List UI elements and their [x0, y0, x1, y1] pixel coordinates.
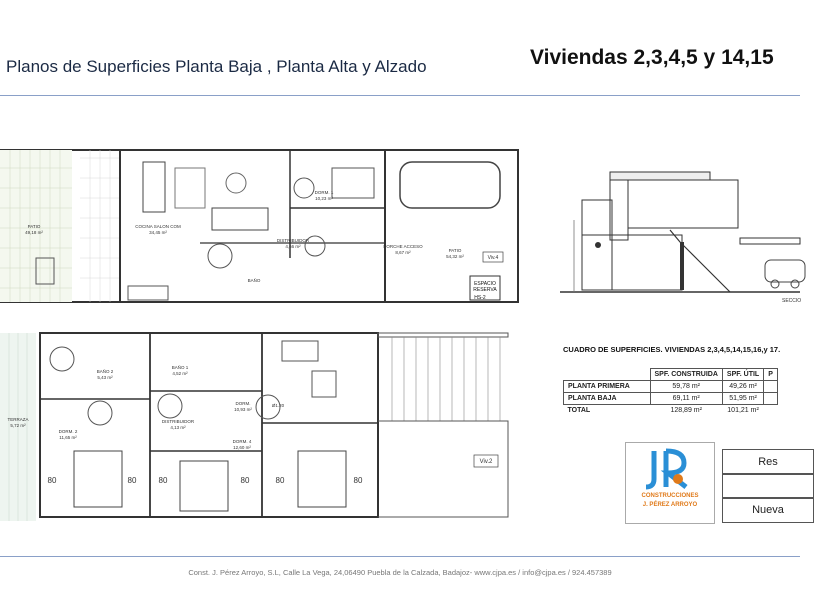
label-bano1: BAÑO 1	[171, 365, 189, 370]
row-p	[764, 381, 778, 393]
surfaces-table	[563, 368, 778, 416]
label-patio2-area: 54,32 m²	[446, 254, 464, 259]
label-viv2: Viv.2	[479, 459, 493, 465]
label-distribuidor-area: 4,66 m²	[285, 244, 301, 249]
table-total-row	[564, 405, 778, 417]
row-label: PLANTA BAJA	[564, 393, 651, 405]
label-bano1-area: 4,52 m²	[172, 371, 188, 376]
bed-label-2: 80	[127, 476, 137, 485]
bed-label-1: 80	[47, 476, 57, 485]
label-distribuidor: DISTRIBUIDOR	[276, 238, 310, 243]
label-dorm2-area: 11,65 m²	[59, 435, 77, 440]
header-util: SPF. ÚTIL	[722, 369, 763, 381]
row-util: 49,26 m²	[722, 381, 763, 393]
label-patio: PATIO	[27, 224, 41, 229]
label-dorm4-area: 12,60 m²	[233, 445, 251, 450]
label-hs: HS-2	[474, 295, 486, 301]
label-bano2-area: 5,43 m²	[97, 375, 113, 380]
label-reserva: RESERVA	[473, 287, 497, 293]
housing-title: Viviendas 2,3,4,5 y 14,15	[530, 46, 774, 69]
label-porche: PORCHE ACCESO	[383, 244, 423, 249]
total-label: TOTAL	[567, 407, 591, 414]
logo-line-1: CONSTRUCCIONES	[641, 493, 699, 499]
table-header-row	[564, 369, 778, 381]
label-terraza-area: 5,72 m²	[10, 423, 26, 428]
total-p	[764, 405, 778, 417]
label-cocina: COCINA SALON COM	[135, 224, 181, 229]
row-p	[764, 393, 778, 405]
company-logo	[625, 442, 715, 524]
right-box-3: Nueva	[722, 497, 814, 523]
label-porche-area: 8,67 m²	[395, 250, 411, 255]
bed-label-5: 80	[275, 476, 285, 485]
top-divider	[0, 95, 800, 96]
label-patio2: PATIO	[448, 248, 462, 253]
label-patio-area: 49,18 m²	[25, 230, 43, 235]
label-dorm3-area: 10,93 m²	[234, 407, 252, 412]
row-util: 51,95 m²	[722, 393, 763, 405]
bed-label-6: 80	[353, 476, 363, 485]
bed-label-3: 80	[158, 476, 168, 485]
label-dorm1: DORM. 1	[314, 190, 334, 195]
logo-mark-icon	[626, 443, 714, 493]
label-dorm4: DORM. 4	[232, 439, 252, 444]
ground-floor-plan	[0, 148, 525, 308]
header-p: P	[764, 369, 778, 381]
right-box-1: Res	[722, 449, 814, 475]
label-viv4: Viv.4	[487, 255, 499, 261]
label-dorm3: DORM.	[235, 401, 251, 406]
footer-contact: Const. J. Pérez Arroyo, S.L, Calle La Vega, 24,06490 Puebla de la Calzada, Badajoz- www.cjpa.es / info@cjpa.es / 924.457389	[188, 568, 612, 577]
row-construida: 59,78 m²	[650, 381, 722, 393]
logo-line-2: J. PÉREZ ARROYO	[642, 502, 698, 508]
page-title: Planos de Superficies Planta Baja , Planta Alta y Alzado	[6, 57, 427, 76]
label-dorm1-area: 10,23 m²	[315, 196, 333, 201]
label-bano2: BAÑO 2	[96, 369, 114, 374]
header-empty-cell	[564, 369, 651, 381]
label-espacio: ESPACIO	[474, 281, 496, 287]
row-construida: 69,11 m²	[650, 393, 722, 405]
label-distrib2: DISTRIBUIDOR	[161, 419, 195, 424]
row-label: PLANTA PRIMERA	[564, 381, 651, 393]
total-util: 101,21 m²	[727, 407, 759, 414]
label-seccion: SECCIO	[782, 298, 802, 304]
label-distrib2-area: 4,13 m²	[170, 425, 186, 430]
logo-text	[628, 492, 712, 510]
table-row	[564, 381, 778, 393]
table-title: CUADRO DE SUPERFICIES. VIVIENDAS 2,3,4,5,14,15,16,y 17.	[563, 345, 781, 354]
label-cocina-area: 34,45 m²	[149, 230, 167, 235]
label-dorm2: DORM. 2	[58, 429, 78, 434]
label-o120: Ø1.20	[271, 403, 285, 408]
table-row	[564, 393, 778, 405]
right-box-2	[722, 473, 814, 499]
header-construida: SPF. CONSTRUIDA	[650, 369, 722, 381]
bottom-divider	[0, 556, 800, 557]
bed-label-4: 80	[240, 476, 250, 485]
section-drawing	[560, 160, 802, 304]
label-terraza: TERRAZA	[7, 417, 29, 422]
upper-floor-plan	[0, 331, 525, 523]
label-bano: BAÑO	[247, 278, 261, 283]
total-construida: 128,89 m²	[670, 407, 702, 414]
